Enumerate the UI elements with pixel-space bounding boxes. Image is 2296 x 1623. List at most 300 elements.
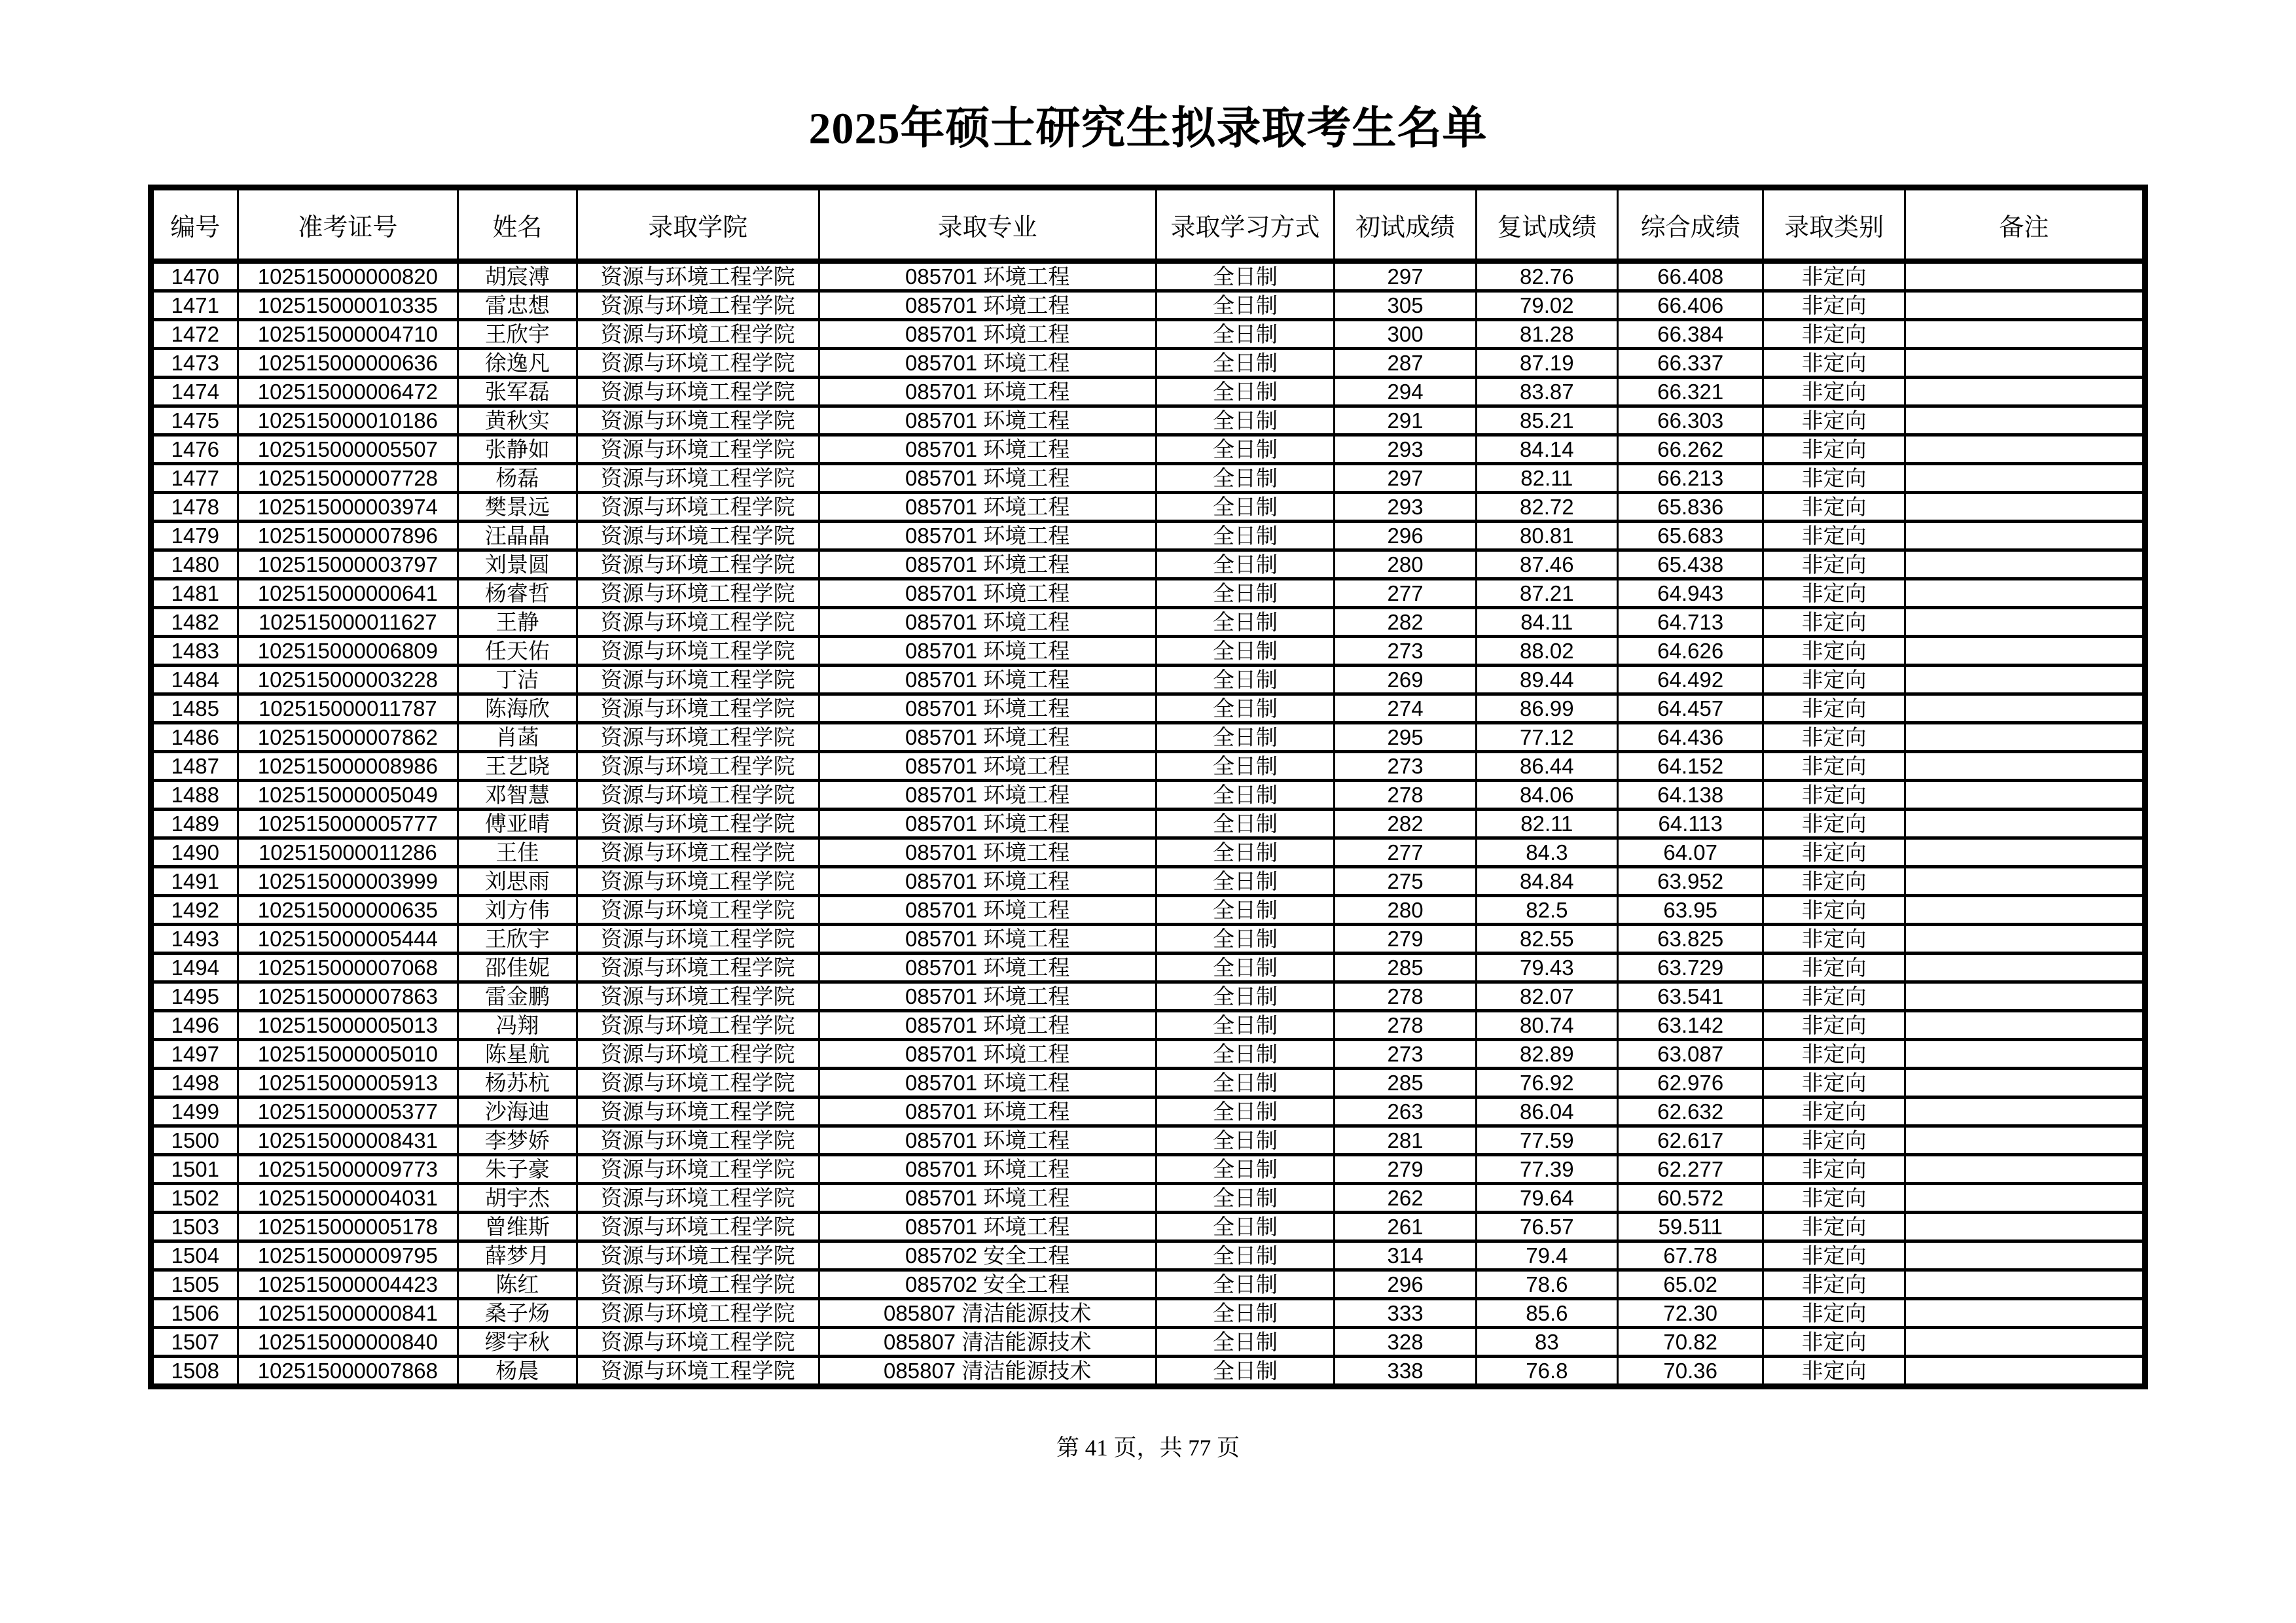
cell-mode: 全日制 xyxy=(1156,435,1335,464)
cell-ticket: 102515000004031 xyxy=(238,1184,458,1213)
cell-name: 曾维斯 xyxy=(458,1213,577,1241)
cell-no: 1502 xyxy=(151,1184,238,1213)
cell-college: 资源与环境工程学院 xyxy=(577,637,819,666)
cell-college: 资源与环境工程学院 xyxy=(577,1040,819,1069)
cell-category: 非定向 xyxy=(1763,1126,1905,1155)
cell-category: 非定向 xyxy=(1763,1299,1905,1328)
cell-category: 非定向 xyxy=(1763,838,1905,867)
cell-ticket: 102515000005013 xyxy=(238,1011,458,1040)
cell-mode: 全日制 xyxy=(1156,406,1335,435)
cell-major: 085701 环境工程 xyxy=(819,1097,1156,1126)
cell-no: 1500 xyxy=(151,1126,238,1155)
cell-retest-score: 82.11 xyxy=(1476,810,1617,838)
cell-major: 085701 环境工程 xyxy=(819,261,1156,291)
cell-category: 非定向 xyxy=(1763,1213,1905,1241)
cell-college: 资源与环境工程学院 xyxy=(577,1270,819,1299)
cell-remark xyxy=(1905,1328,2145,1357)
cell-category: 非定向 xyxy=(1763,982,1905,1011)
cell-major: 085701 环境工程 xyxy=(819,637,1156,666)
cell-college: 资源与环境工程学院 xyxy=(577,550,819,579)
cell-category: 非定向 xyxy=(1763,1011,1905,1040)
table-row xyxy=(151,522,2145,550)
table-row xyxy=(151,1011,2145,1040)
cell-category: 非定向 xyxy=(1763,291,1905,320)
cell-overall-score: 64.492 xyxy=(1618,666,1763,694)
cell-mode: 全日制 xyxy=(1156,493,1335,522)
cell-name: 邓智慧 xyxy=(458,781,577,810)
cell-no: 1491 xyxy=(151,867,238,896)
cell-category: 非定向 xyxy=(1763,666,1905,694)
cell-major: 085701 环境工程 xyxy=(819,810,1156,838)
cell-college: 资源与环境工程学院 xyxy=(577,896,819,925)
cell-retest-score: 81.28 xyxy=(1476,320,1617,349)
table-row xyxy=(151,320,2145,349)
cell-major: 085701 环境工程 xyxy=(819,1155,1156,1184)
cell-overall-score: 64.138 xyxy=(1618,781,1763,810)
cell-initial-score: 300 xyxy=(1335,320,1476,349)
cell-initial-score: 297 xyxy=(1335,261,1476,291)
cell-college: 资源与环境工程学院 xyxy=(577,954,819,982)
cell-name: 杨磊 xyxy=(458,464,577,493)
cell-name: 黄秋实 xyxy=(458,406,577,435)
cell-major: 085701 环境工程 xyxy=(819,781,1156,810)
cell-name: 陈红 xyxy=(458,1270,577,1299)
cell-overall-score: 66.408 xyxy=(1618,261,1763,291)
cell-major: 085701 环境工程 xyxy=(819,1126,1156,1155)
table-row xyxy=(151,838,2145,867)
cell-initial-score: 277 xyxy=(1335,838,1476,867)
cell-mode: 全日制 xyxy=(1156,781,1335,810)
cell-retest-score: 82.55 xyxy=(1476,925,1617,954)
cell-retest-score: 77.12 xyxy=(1476,723,1617,752)
cell-category: 非定向 xyxy=(1763,925,1905,954)
cell-overall-score: 64.713 xyxy=(1618,608,1763,637)
cell-retest-score: 78.6 xyxy=(1476,1270,1617,1299)
table-header-row xyxy=(151,188,2145,262)
cell-initial-score: 285 xyxy=(1335,954,1476,982)
cell-name: 傅亚晴 xyxy=(458,810,577,838)
cell-college: 资源与环境工程学院 xyxy=(577,261,819,291)
cell-category: 非定向 xyxy=(1763,723,1905,752)
table-row xyxy=(151,608,2145,637)
cell-college: 资源与环境工程学院 xyxy=(577,493,819,522)
cell-ticket: 102515000000636 xyxy=(238,349,458,378)
table-row xyxy=(151,982,2145,1011)
page-number-indicator: 第 41 页，共 77 页 xyxy=(1056,1435,1240,1461)
cell-no: 1494 xyxy=(151,954,238,982)
cell-initial-score: 314 xyxy=(1335,1241,1476,1270)
cell-initial-score: 285 xyxy=(1335,1069,1476,1097)
table-row xyxy=(151,435,2145,464)
table-row xyxy=(151,1357,2145,1387)
cell-major: 085701 环境工程 xyxy=(819,406,1156,435)
cell-ticket: 102515000005178 xyxy=(238,1213,458,1241)
column-header-ticket: 准考证号 xyxy=(238,188,458,262)
cell-retest-score: 82.72 xyxy=(1476,493,1617,522)
cell-name: 王欣宇 xyxy=(458,320,577,349)
cell-major: 085701 环境工程 xyxy=(819,723,1156,752)
cell-overall-score: 64.436 xyxy=(1618,723,1763,752)
cell-overall-score: 66.262 xyxy=(1618,435,1763,464)
cell-college: 资源与环境工程学院 xyxy=(577,982,819,1011)
cell-retest-score: 88.02 xyxy=(1476,637,1617,666)
cell-overall-score: 64.152 xyxy=(1618,752,1763,781)
table-row xyxy=(151,1040,2145,1069)
cell-remark xyxy=(1905,1357,2145,1387)
cell-overall-score: 63.825 xyxy=(1618,925,1763,954)
cell-overall-score: 67.78 xyxy=(1618,1241,1763,1270)
cell-no: 1485 xyxy=(151,694,238,723)
cell-college: 资源与环境工程学院 xyxy=(577,1069,819,1097)
cell-college: 资源与环境工程学院 xyxy=(577,435,819,464)
cell-no: 1475 xyxy=(151,406,238,435)
table-row xyxy=(151,954,2145,982)
cell-no: 1478 xyxy=(151,493,238,522)
cell-mode: 全日制 xyxy=(1156,1299,1335,1328)
cell-no: 1471 xyxy=(151,291,238,320)
cell-retest-score: 82.07 xyxy=(1476,982,1617,1011)
cell-category: 非定向 xyxy=(1763,579,1905,608)
cell-ticket: 102515000003999 xyxy=(238,867,458,896)
cell-college: 资源与环境工程学院 xyxy=(577,867,819,896)
cell-overall-score: 62.277 xyxy=(1618,1155,1763,1184)
cell-college: 资源与环境工程学院 xyxy=(577,1328,819,1357)
cell-remark xyxy=(1905,896,2145,925)
cell-category: 非定向 xyxy=(1763,406,1905,435)
cell-mode: 全日制 xyxy=(1156,1270,1335,1299)
cell-initial-score: 291 xyxy=(1335,406,1476,435)
cell-overall-score: 63.952 xyxy=(1618,867,1763,896)
cell-category: 非定向 xyxy=(1763,349,1905,378)
cell-overall-score: 62.632 xyxy=(1618,1097,1763,1126)
table-row xyxy=(151,1270,2145,1299)
cell-no: 1473 xyxy=(151,349,238,378)
cell-name: 王艺晓 xyxy=(458,752,577,781)
cell-ticket: 102515000005377 xyxy=(238,1097,458,1126)
cell-initial-score: 296 xyxy=(1335,1270,1476,1299)
cell-mode: 全日制 xyxy=(1156,579,1335,608)
cell-remark xyxy=(1905,723,2145,752)
cell-college: 资源与环境工程学院 xyxy=(577,925,819,954)
cell-major: 085701 环境工程 xyxy=(819,1011,1156,1040)
cell-mode: 全日制 xyxy=(1156,723,1335,752)
cell-name: 李梦娇 xyxy=(458,1126,577,1155)
cell-mode: 全日制 xyxy=(1156,925,1335,954)
cell-category: 非定向 xyxy=(1763,637,1905,666)
table-row xyxy=(151,1126,2145,1155)
cell-name: 刘思雨 xyxy=(458,867,577,896)
cell-no: 1503 xyxy=(151,1213,238,1241)
cell-major: 085702 安全工程 xyxy=(819,1270,1156,1299)
cell-no: 1504 xyxy=(151,1241,238,1270)
cell-ticket: 102515000006472 xyxy=(238,378,458,406)
table-row xyxy=(151,925,2145,954)
cell-ticket: 102515000005507 xyxy=(238,435,458,464)
cell-ticket: 102515000007068 xyxy=(238,954,458,982)
cell-major: 085701 环境工程 xyxy=(819,579,1156,608)
cell-retest-score: 77.59 xyxy=(1476,1126,1617,1155)
cell-remark xyxy=(1905,1011,2145,1040)
cell-name: 肖菡 xyxy=(458,723,577,752)
table-row xyxy=(151,291,2145,320)
cell-major: 085701 环境工程 xyxy=(819,464,1156,493)
cell-category: 非定向 xyxy=(1763,1155,1905,1184)
cell-college: 资源与环境工程学院 xyxy=(577,1357,819,1387)
cell-retest-score: 82.89 xyxy=(1476,1040,1617,1069)
cell-college: 资源与环境工程学院 xyxy=(577,781,819,810)
cell-remark xyxy=(1905,666,2145,694)
table-row xyxy=(151,1328,2145,1357)
cell-initial-score: 282 xyxy=(1335,608,1476,637)
cell-overall-score: 66.337 xyxy=(1618,349,1763,378)
cell-mode: 全日制 xyxy=(1156,349,1335,378)
cell-ticket: 102515000007868 xyxy=(238,1357,458,1387)
cell-remark xyxy=(1905,838,2145,867)
cell-initial-score: 261 xyxy=(1335,1213,1476,1241)
cell-mode: 全日制 xyxy=(1156,954,1335,982)
cell-category: 非定向 xyxy=(1763,1328,1905,1357)
cell-no: 1477 xyxy=(151,464,238,493)
cell-ticket: 102515000008431 xyxy=(238,1126,458,1155)
cell-retest-score: 82.5 xyxy=(1476,896,1617,925)
cell-college: 资源与环境工程学院 xyxy=(577,320,819,349)
cell-remark xyxy=(1905,349,2145,378)
cell-overall-score: 70.82 xyxy=(1618,1328,1763,1357)
cell-initial-score: 305 xyxy=(1335,291,1476,320)
cell-name: 朱子豪 xyxy=(458,1155,577,1184)
cell-initial-score: 262 xyxy=(1335,1184,1476,1213)
cell-initial-score: 328 xyxy=(1335,1328,1476,1357)
cell-remark xyxy=(1905,1097,2145,1126)
cell-category: 非定向 xyxy=(1763,261,1905,291)
cell-category: 非定向 xyxy=(1763,1184,1905,1213)
cell-mode: 全日制 xyxy=(1156,896,1335,925)
cell-remark xyxy=(1905,1270,2145,1299)
cell-name: 丁洁 xyxy=(458,666,577,694)
cell-remark xyxy=(1905,406,2145,435)
cell-initial-score: 274 xyxy=(1335,694,1476,723)
cell-name: 杨苏杭 xyxy=(458,1069,577,1097)
cell-mode: 全日制 xyxy=(1156,1241,1335,1270)
cell-category: 非定向 xyxy=(1763,1040,1905,1069)
cell-remark xyxy=(1905,320,2145,349)
cell-no: 1474 xyxy=(151,378,238,406)
cell-no: 1472 xyxy=(151,320,238,349)
cell-major: 085701 环境工程 xyxy=(819,550,1156,579)
cell-remark xyxy=(1905,608,2145,637)
cell-major: 085701 环境工程 xyxy=(819,694,1156,723)
cell-no: 1508 xyxy=(151,1357,238,1387)
cell-name: 陈星航 xyxy=(458,1040,577,1069)
cell-initial-score: 333 xyxy=(1335,1299,1476,1328)
cell-name: 杨晨 xyxy=(458,1357,577,1387)
cell-ticket: 102515000005913 xyxy=(238,1069,458,1097)
cell-major: 085701 环境工程 xyxy=(819,349,1156,378)
cell-major: 085701 环境工程 xyxy=(819,1069,1156,1097)
cell-overall-score: 66.303 xyxy=(1618,406,1763,435)
cell-initial-score: 294 xyxy=(1335,378,1476,406)
cell-category: 非定向 xyxy=(1763,493,1905,522)
cell-no: 1506 xyxy=(151,1299,238,1328)
cell-no: 1505 xyxy=(151,1270,238,1299)
table-row xyxy=(151,1299,2145,1328)
cell-overall-score: 64.626 xyxy=(1618,637,1763,666)
cell-ticket: 102515000003974 xyxy=(238,493,458,522)
cell-ticket: 102515000000820 xyxy=(238,261,458,291)
cell-mode: 全日制 xyxy=(1156,867,1335,896)
cell-mode: 全日制 xyxy=(1156,608,1335,637)
cell-remark xyxy=(1905,378,2145,406)
cell-ticket: 102515000005010 xyxy=(238,1040,458,1069)
cell-initial-score: 273 xyxy=(1335,1040,1476,1069)
cell-mode: 全日制 xyxy=(1156,1328,1335,1357)
cell-category: 非定向 xyxy=(1763,435,1905,464)
cell-no: 1490 xyxy=(151,838,238,867)
cell-overall-score: 63.142 xyxy=(1618,1011,1763,1040)
cell-ticket: 102515000011286 xyxy=(238,838,458,867)
cell-overall-score: 65.683 xyxy=(1618,522,1763,550)
cell-ticket: 102515000004710 xyxy=(238,320,458,349)
cell-college: 资源与环境工程学院 xyxy=(577,666,819,694)
cell-category: 非定向 xyxy=(1763,608,1905,637)
cell-overall-score: 63.087 xyxy=(1618,1040,1763,1069)
cell-major: 085701 环境工程 xyxy=(819,954,1156,982)
cell-major: 085701 环境工程 xyxy=(819,608,1156,637)
cell-retest-score: 76.57 xyxy=(1476,1213,1617,1241)
cell-college: 资源与环境工程学院 xyxy=(577,608,819,637)
cell-mode: 全日制 xyxy=(1156,752,1335,781)
cell-initial-score: 281 xyxy=(1335,1126,1476,1155)
cell-major: 085701 环境工程 xyxy=(819,925,1156,954)
cell-no: 1481 xyxy=(151,579,238,608)
table-row xyxy=(151,349,2145,378)
cell-major: 085701 环境工程 xyxy=(819,666,1156,694)
cell-college: 资源与环境工程学院 xyxy=(577,810,819,838)
cell-overall-score: 63.541 xyxy=(1618,982,1763,1011)
cell-name: 张静如 xyxy=(458,435,577,464)
cell-major: 085701 环境工程 xyxy=(819,493,1156,522)
table-row xyxy=(151,1069,2145,1097)
cell-name: 汪晶晶 xyxy=(458,522,577,550)
cell-initial-score: 295 xyxy=(1335,723,1476,752)
table-row xyxy=(151,810,2145,838)
cell-major: 085807 清洁能源技术 xyxy=(819,1328,1156,1357)
cell-major: 085701 环境工程 xyxy=(819,1184,1156,1213)
cell-initial-score: 277 xyxy=(1335,579,1476,608)
cell-remark xyxy=(1905,1241,2145,1270)
cell-mode: 全日制 xyxy=(1156,1040,1335,1069)
cell-retest-score: 83 xyxy=(1476,1328,1617,1357)
cell-name: 杨睿哲 xyxy=(458,579,577,608)
cell-no: 1488 xyxy=(151,781,238,810)
cell-category: 非定向 xyxy=(1763,522,1905,550)
cell-ticket: 102515000008986 xyxy=(238,752,458,781)
cell-college: 资源与环境工程学院 xyxy=(577,1213,819,1241)
cell-remark xyxy=(1905,261,2145,291)
cell-category: 非定向 xyxy=(1763,378,1905,406)
table-row xyxy=(151,1184,2145,1213)
cell-college: 资源与环境工程学院 xyxy=(577,838,819,867)
cell-initial-score: 293 xyxy=(1335,435,1476,464)
cell-retest-score: 84.14 xyxy=(1476,435,1617,464)
cell-ticket: 102515000004423 xyxy=(238,1270,458,1299)
cell-ticket: 102515000010186 xyxy=(238,406,458,435)
cell-no: 1482 xyxy=(151,608,238,637)
cell-remark xyxy=(1905,522,2145,550)
cell-retest-score: 85.6 xyxy=(1476,1299,1617,1328)
cell-initial-score: 296 xyxy=(1335,522,1476,550)
cell-ticket: 102515000005777 xyxy=(238,810,458,838)
column-header-overall-score: 综合成绩 xyxy=(1618,188,1763,262)
cell-overall-score: 72.30 xyxy=(1618,1299,1763,1328)
cell-remark xyxy=(1905,1069,2145,1097)
cell-college: 资源与环境工程学院 xyxy=(577,1184,819,1213)
cell-major: 085701 环境工程 xyxy=(819,320,1156,349)
cell-retest-score: 80.81 xyxy=(1476,522,1617,550)
cell-ticket: 102515000003797 xyxy=(238,550,458,579)
cell-college: 资源与环境工程学院 xyxy=(577,378,819,406)
cell-mode: 全日制 xyxy=(1156,1069,1335,1097)
cell-remark xyxy=(1905,435,2145,464)
table-row xyxy=(151,406,2145,435)
cell-major: 085702 安全工程 xyxy=(819,1241,1156,1270)
cell-major: 085701 环境工程 xyxy=(819,1213,1156,1241)
cell-overall-score: 66.384 xyxy=(1618,320,1763,349)
cell-initial-score: 293 xyxy=(1335,493,1476,522)
cell-major: 085701 环境工程 xyxy=(819,982,1156,1011)
cell-college: 资源与环境工程学院 xyxy=(577,522,819,550)
table-row xyxy=(151,723,2145,752)
cell-overall-score: 59.511 xyxy=(1618,1213,1763,1241)
cell-remark xyxy=(1905,291,2145,320)
cell-initial-score: 278 xyxy=(1335,781,1476,810)
cell-retest-score: 87.46 xyxy=(1476,550,1617,579)
column-header-name: 姓名 xyxy=(458,188,577,262)
cell-remark xyxy=(1905,493,2145,522)
cell-overall-score: 63.729 xyxy=(1618,954,1763,982)
cell-ticket: 102515000007862 xyxy=(238,723,458,752)
cell-ticket: 102515000007728 xyxy=(238,464,458,493)
cell-name: 胡宸溥 xyxy=(458,261,577,291)
page-title: 2025年硕士研究生拟录取考生名单 xyxy=(808,103,1488,153)
cell-remark xyxy=(1905,464,2145,493)
cell-category: 非定向 xyxy=(1763,1241,1905,1270)
column-header-college: 录取学院 xyxy=(577,188,819,262)
cell-initial-score: 273 xyxy=(1335,637,1476,666)
column-header-no: 编号 xyxy=(151,188,238,262)
cell-college: 资源与环境工程学院 xyxy=(577,406,819,435)
cell-name: 徐逸凡 xyxy=(458,349,577,378)
cell-ticket: 102515000011787 xyxy=(238,694,458,723)
cell-initial-score: 338 xyxy=(1335,1357,1476,1387)
cell-name: 冯翔 xyxy=(458,1011,577,1040)
cell-retest-score: 79.64 xyxy=(1476,1184,1617,1213)
cell-no: 1493 xyxy=(151,925,238,954)
cell-mode: 全日制 xyxy=(1156,982,1335,1011)
cell-mode: 全日制 xyxy=(1156,261,1335,291)
cell-college: 资源与环境工程学院 xyxy=(577,1299,819,1328)
cell-category: 非定向 xyxy=(1763,810,1905,838)
cell-mode: 全日制 xyxy=(1156,291,1335,320)
cell-major: 085701 环境工程 xyxy=(819,896,1156,925)
table-body xyxy=(151,261,2145,1387)
cell-category: 非定向 xyxy=(1763,1270,1905,1299)
cell-category: 非定向 xyxy=(1763,954,1905,982)
cell-overall-score: 63.95 xyxy=(1618,896,1763,925)
cell-no: 1480 xyxy=(151,550,238,579)
cell-college: 资源与环境工程学院 xyxy=(577,1155,819,1184)
cell-category: 非定向 xyxy=(1763,320,1905,349)
